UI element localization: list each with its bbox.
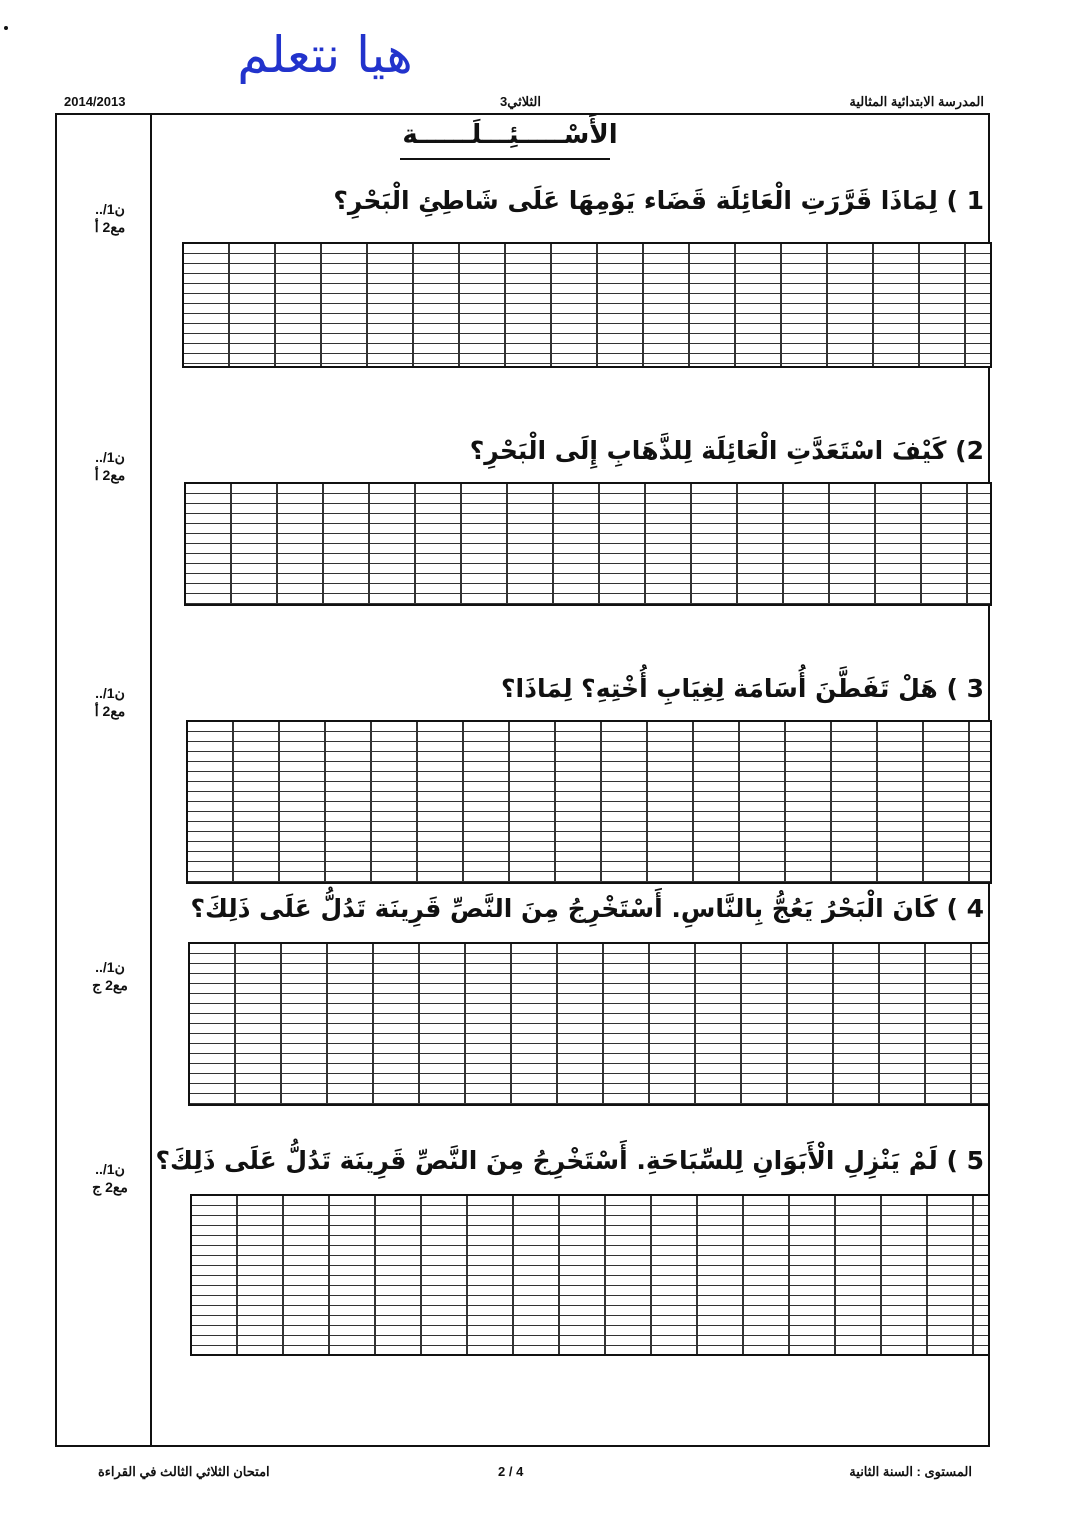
answer-grid-1[interactable] xyxy=(182,242,992,368)
question-5-number: 5 ) xyxy=(946,1146,984,1175)
question-3-score xyxy=(70,684,150,720)
question-3-number: 3 ) xyxy=(946,674,984,703)
question-5-points: ../1ن xyxy=(95,1161,125,1177)
footer-level: المستوى : السنة الثانية xyxy=(849,1464,972,1479)
header-year: 2014/2013 xyxy=(64,94,126,109)
question-2 xyxy=(184,436,984,465)
question-1-score xyxy=(70,200,150,236)
question-5-score xyxy=(70,1160,150,1196)
question-2-criterion: مع2 أ xyxy=(94,467,126,484)
scan-dot xyxy=(4,26,8,30)
section-title: الأَسْـــــئِـــلَــــــة xyxy=(402,120,618,150)
question-5-criterion: مع2 ج xyxy=(92,1179,128,1196)
question-3-points: ../1ن xyxy=(95,685,125,701)
header-school: المدرسة الابتدائية المثالية xyxy=(849,94,984,109)
question-4-text: كَانَ الْبَحْرُ يَعُجُّ بِالنَّاسِ. أَسْتَخْرِجُ مِنَ النَّصِّ قَرِينَة تَدُلُّ عَلَى ذَلِكَ؟ xyxy=(190,894,938,923)
question-1-text: لِمَاذَا قَرَّرَتِ الْعَائِلَة قَضَاء يَوْمِهَا عَلَى شَاطِئِ الْبَحْرِ؟ xyxy=(333,186,938,215)
question-4 xyxy=(184,894,984,923)
title-underline xyxy=(400,158,610,160)
footer-exam: امتحان الثلاثي الثالث في القراءة xyxy=(98,1464,270,1479)
question-3-text: هَلْ تَفَطَّنَ أُسَامَة لِغِيَابِ أُخْتِهِ؟ لِمَاذَا؟ xyxy=(501,674,938,703)
question-2-text: كَيْفَ اسْتَعَدَّتِ الْعَائِلَة لِلذَّهَابِ إِلَى الْبَحْرِ؟ xyxy=(469,436,947,465)
question-1-number: 1 ) xyxy=(946,186,984,215)
question-3 xyxy=(184,674,984,703)
question-2-score xyxy=(70,448,150,484)
score-column-divider xyxy=(150,113,152,1447)
answer-grid-4[interactable] xyxy=(188,942,990,1106)
question-4-points: ../1ن xyxy=(95,959,125,975)
question-2-points: ../1ن xyxy=(95,449,125,465)
question-1 xyxy=(184,186,984,215)
question-2-number: 2) xyxy=(955,436,984,465)
question-1-points: ../1ن xyxy=(95,201,125,217)
question-5-text: لَمْ يَنْزِلِ الْأَبَوَانِ لِلسِّبَاحَةِ. أَسْتَخْرِجُ مِنَ النَّصِّ قَرِينَة تَدُلُّ عَلَى ذَلِكَ؟ xyxy=(155,1146,938,1175)
question-4-score xyxy=(70,958,150,994)
question-4-criterion: مع2 ج xyxy=(92,977,128,994)
question-1-criterion: مع2 أ xyxy=(94,219,126,236)
question-4-number: 4 ) xyxy=(946,894,984,923)
header-term: الثلاثي3 xyxy=(500,94,541,109)
answer-grid-2[interactable] xyxy=(184,482,992,606)
brand-watermark: هيا نتعلم xyxy=(237,26,413,84)
footer-page: 2 / 4 xyxy=(498,1464,524,1479)
question-3-criterion: مع2 أ xyxy=(94,703,126,720)
question-5 xyxy=(155,1146,984,1175)
answer-grid-3[interactable] xyxy=(186,720,992,884)
answer-grid-5[interactable] xyxy=(190,1194,990,1356)
